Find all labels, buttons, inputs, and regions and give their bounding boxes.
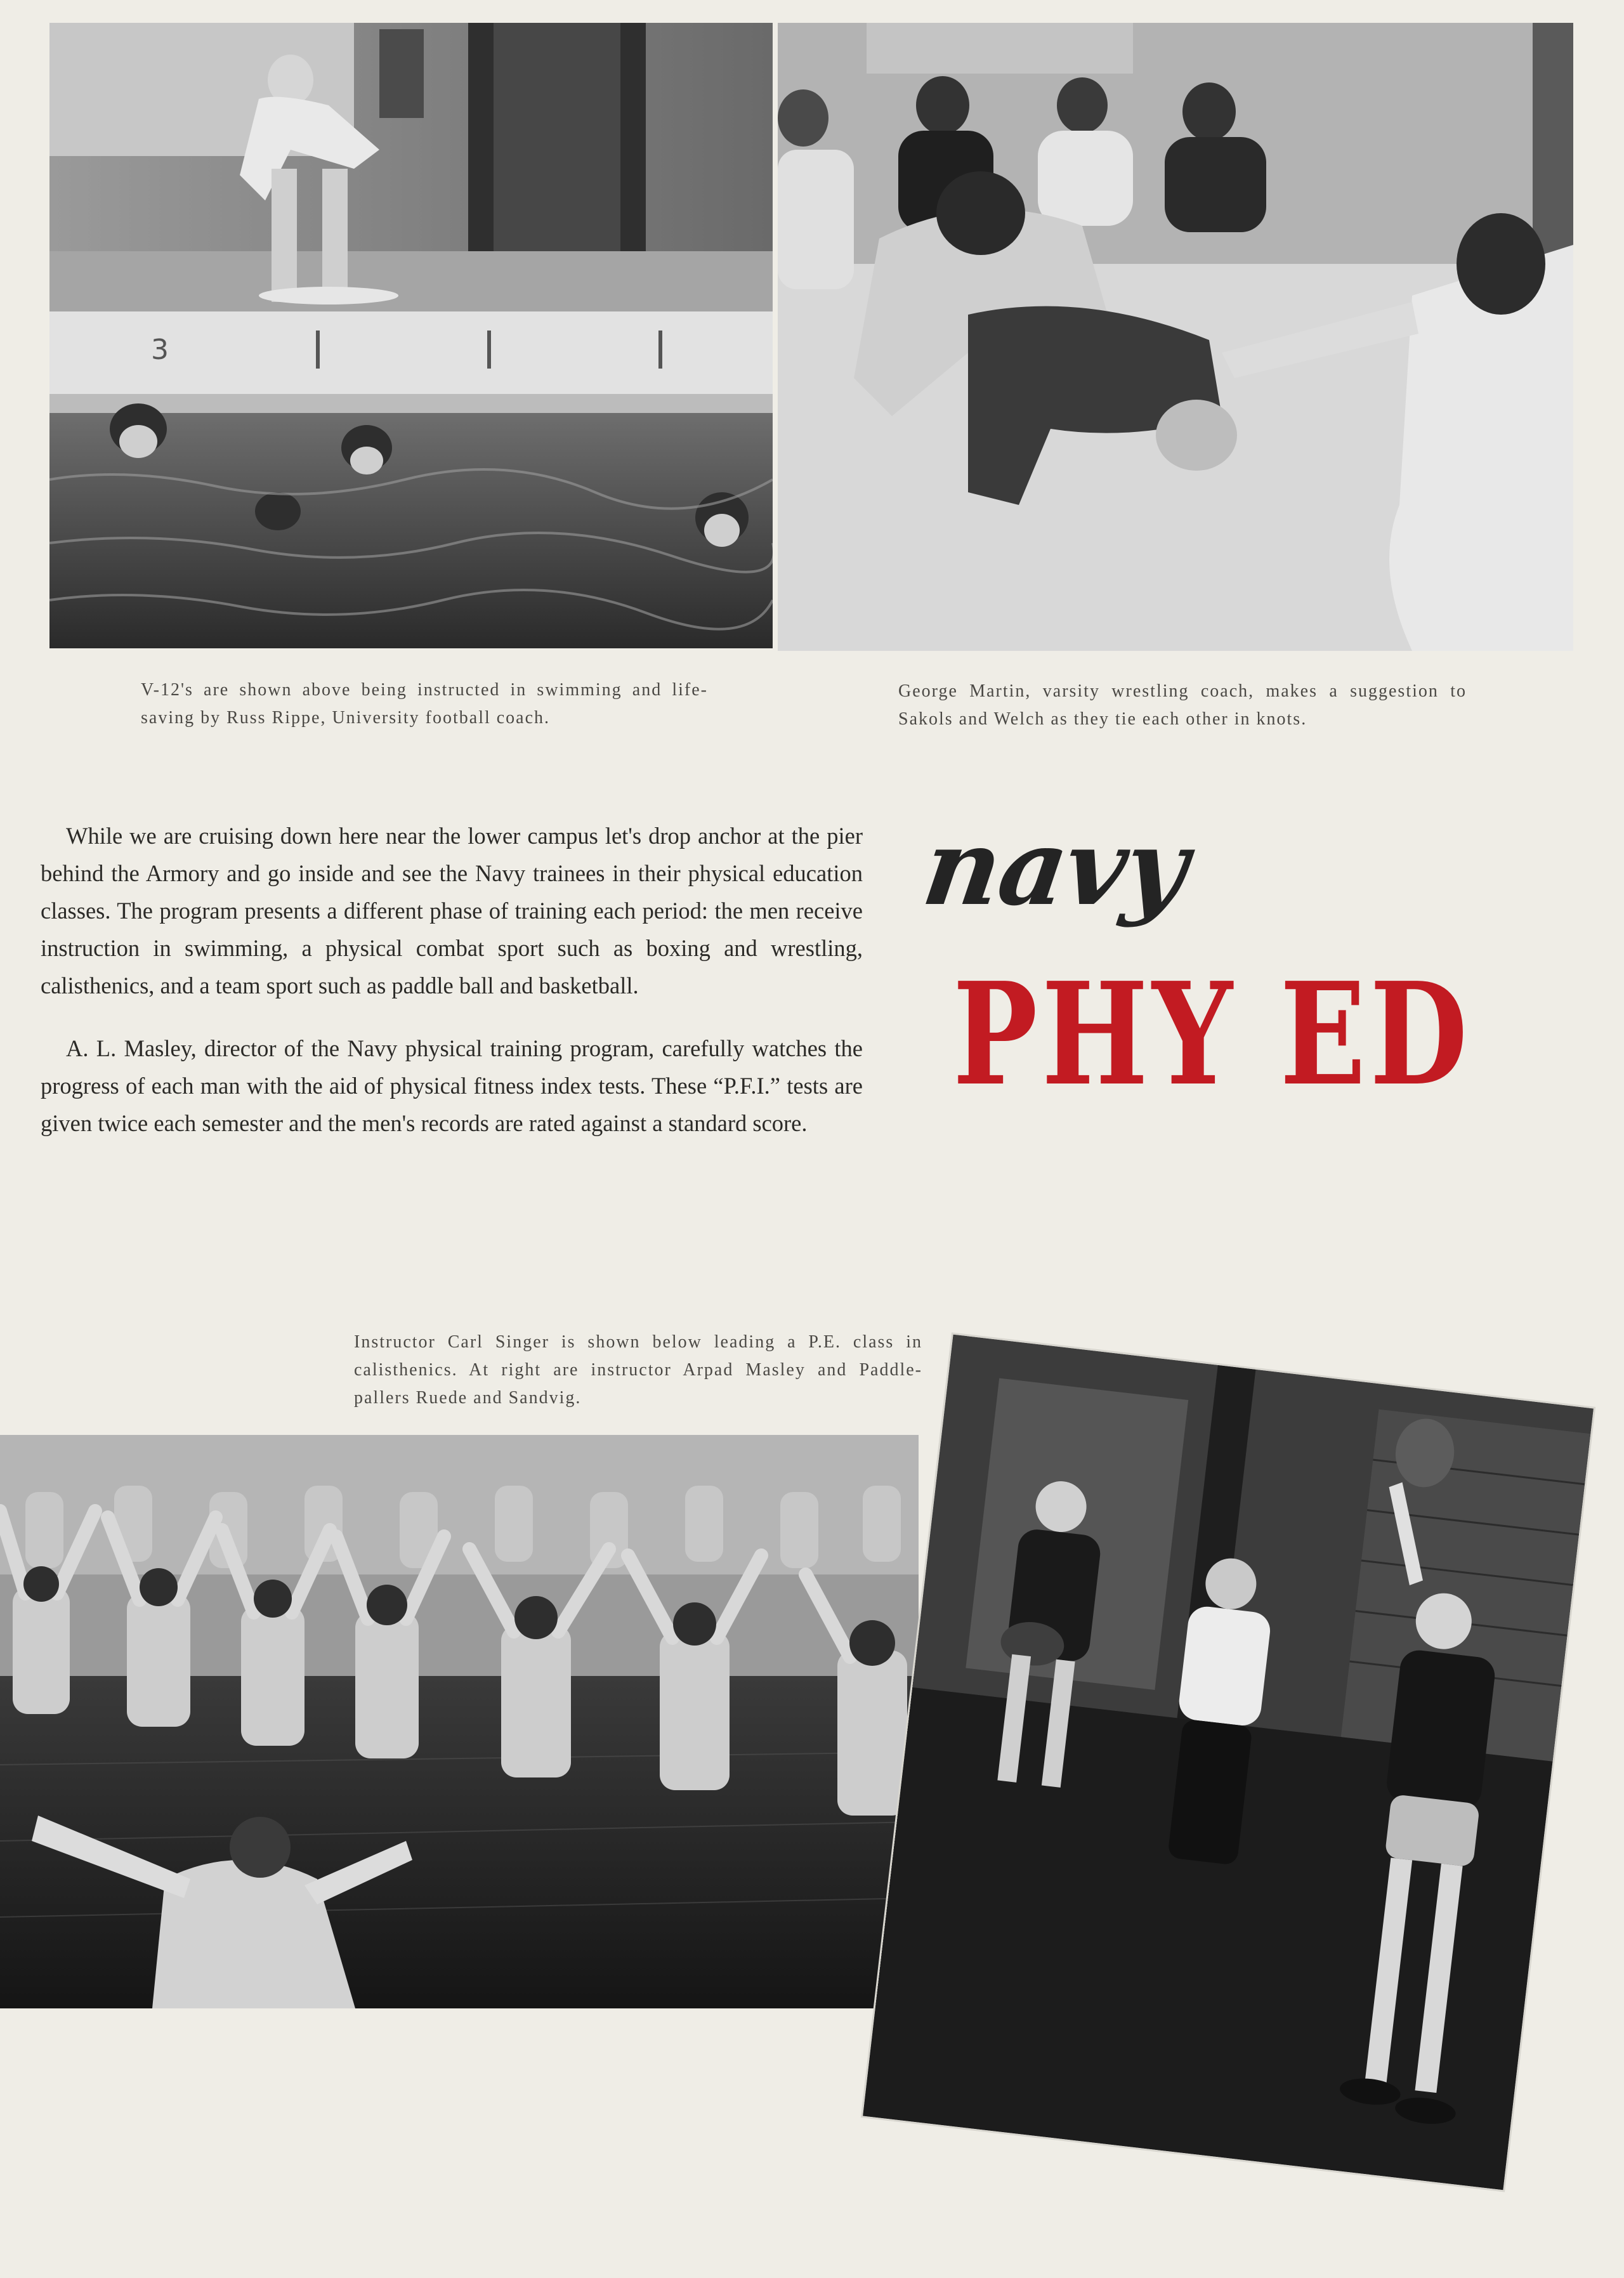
article-paragraph: While we are cruising down here near the lower campus let's drop anchor at the pier behind the Armory and go inside and see the Navy trainees in their physical education classes. The program presents a different phase of training each period: the men receive instruction in swimming, a physical combat sport such as boxing and wrestling, calisthenics, and a team sport such as paddle ball and basketball. bbox=[41, 823, 863, 998]
article-body bbox=[41, 817, 863, 1167]
calisthenics-caption: Instructor Carl Singer is shown below leading a P.E. class in calisthenics. At right are instructor Arpad Masley and Paddle-pallers Ruede and Sandvig. bbox=[354, 1332, 922, 1408]
svg-text:3: 3 bbox=[151, 334, 169, 366]
main-heading: PHY ED bbox=[953, 952, 1472, 1117]
script-heading: navy bbox=[916, 806, 1195, 929]
swimming-photo bbox=[49, 23, 773, 648]
paddleball-photo bbox=[863, 1335, 1594, 2190]
calisthenics-photo bbox=[0, 1435, 919, 2008]
wrestling-caption: George Martin, varsity wrestling coach, makes a suggestion to Sakols and Welch as they tie each other in knots. bbox=[898, 681, 1467, 729]
wrestling-photo bbox=[778, 23, 1573, 651]
article-paragraph: A. L. Masley, director of the Navy physical training program, carefully watches the progress of each man with the aid of physical fitness index tests. These “P.F.I.” tests are given twice each semester and the men's records are rated against a standard score. bbox=[41, 1035, 863, 1136]
swimming-caption: V-12's are shown above being instructed in swimming and life-saving by Russ Rippe, University football coach. bbox=[141, 680, 708, 728]
